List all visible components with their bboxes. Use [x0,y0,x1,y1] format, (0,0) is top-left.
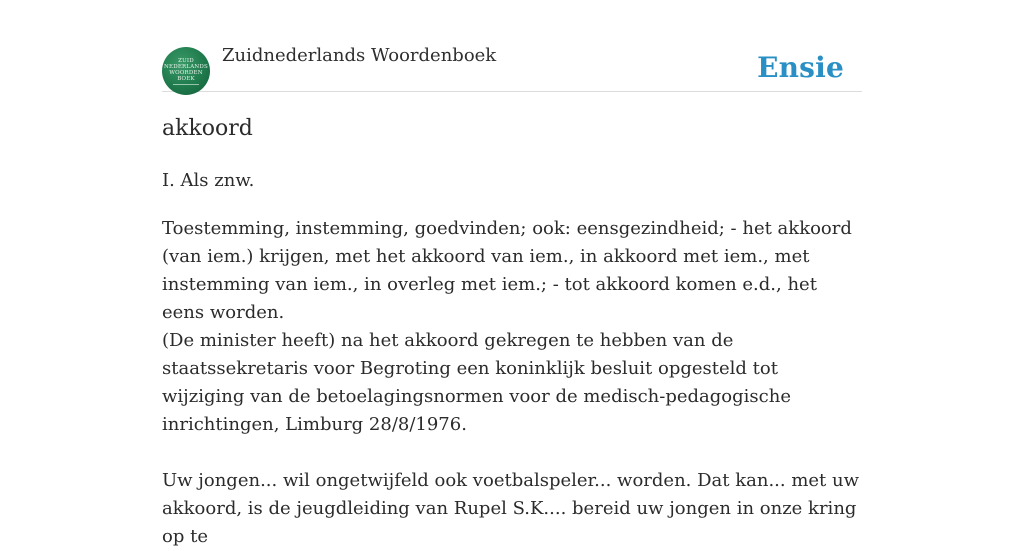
entry-part-of-speech: I. Als znw. [162,170,255,191]
definition-paragraph: Toestemming, instemming, goedvinden; ook: eensgezindheid; - het akkoord (van iem.) krijgen, met het akkoord van iem., in akkoord met iem., met instemming van iem., in overleg met iem.; - tot akkoord komen e.d., het eens worden. [162,218,852,323]
example-paragraph: Uw jongen... wil ongetwijfeld ook voetbalspeler... worden. Dat kan... met uw akkoord, is de jeugdleiding van Rupel S.K.... bereid uw jongen in onze kring op te [162,470,860,547]
example-paragraph: (De minister heeft) na het akkoord gekregen te hebben van de staatssekretaris voor Begroting een koninklijk besluit opgesteld tot wijziging van de betoelagingsnormen voor de medisch-pedagogische inrichtingen, Limburg 28/8/1976. [162,330,791,435]
logo-line: BOEK [177,75,195,82]
logo-rule [173,84,199,85]
page [162,0,862,547]
logo-line: NEDERLANDS [163,63,208,70]
site-title[interactable]: Zuidnederlands Woordenboek [222,45,497,66]
entry-headword: akkoord [162,116,253,141]
brand-logo[interactable]: Ensie [757,51,844,84]
dictionary-logo[interactable] [162,47,210,95]
logo-line: WOORDEN [169,69,203,76]
logo-line: ZUID [178,57,194,64]
site-header [162,0,862,92]
